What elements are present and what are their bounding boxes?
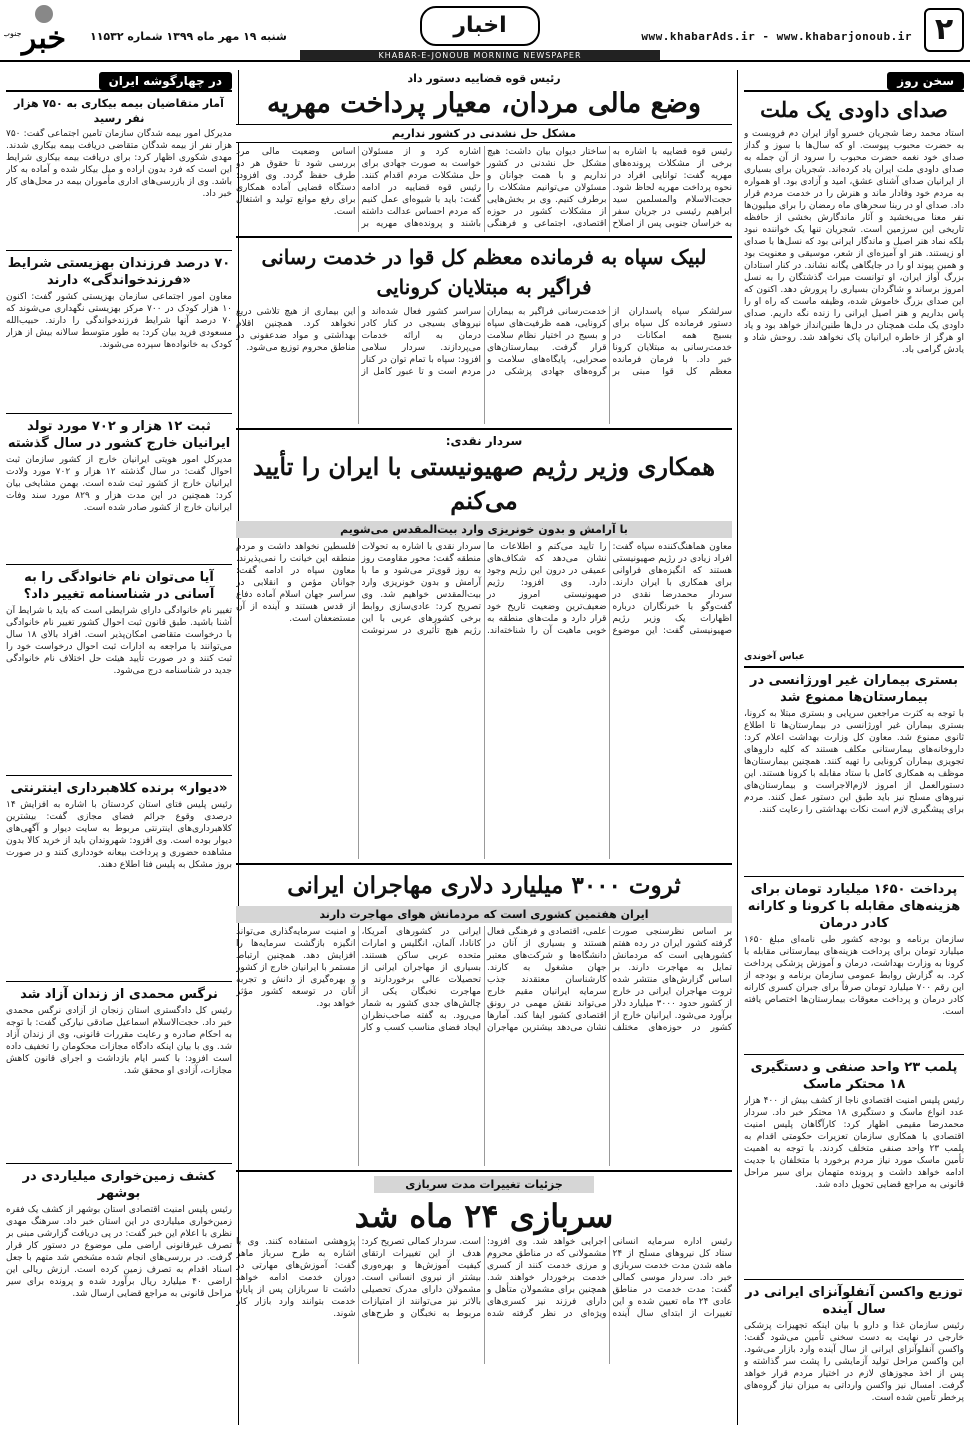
left-story3-body: مدیرکل امور هویتی ایرانیان خارج از کشور سازمان ثبت احوال گفت: در سال گذشته ۱۲ هزار و ۷۰۲ مورد ولادت ایرانیان خارج از کشور ثبت شده است. بهمن مشایخی بیان کرد: همچنین در این مدت هزار و ۸۲۹ مورد سند وفات ایرانیان خارج از کشور صادر شده است.	[6, 455, 232, 513]
editorial-kicker	[744, 70, 964, 92]
story3-body: معاون هماهنگ‌کننده سپاه گفت: افراد زیادی در رژیم صهیونیستی هستند که انگیزه‌های فراوانی برای همکاری با ایران دارند. سردار محمدرضا نقدی در گفت‌وگو با خبرنگاران درباره اظهارات یک وزیر رژیم صهیونیستی گفت: این موضوع را تأیید می‌کنم و اطلاعات ما نشان می‌دهد که شکاف‌های عمیقی در درون این رژیم وجود دارد. وی افزود: رژیم صهیونیستی امروز در ضعیف‌ترین وضعیت تاریخ خود قرار دارد و ملت‌های منطقه به خوبی ماهیت آن را شناخته‌اند. سردار نقدی با اشاره به تحولات منطقه گفت: محور مقاومت روز به روز قوی‌تر می‌شود و ما با آرامش و بدون خونریزی وارد بیت‌المقدس خواهیم شد. وی تصریح کرد: عادی‌سازی روابط برخی کشورهای عربی با این رژیم هیچ تأثیری در سرنوشت فلسطین نخواهد داشت و مردم منطقه این خیانت را نمی‌پذیرند. معاون سپاه در ادامه گفت: جوانان مؤمن و انقلابی در سراسر جهان اسلام آماده دفاع از قدس هستند و آینده از آن مستضعفان است.	[236, 542, 732, 636]
morning-banner: KHABAR-E-JONOUB MORNING NEWSPAPER	[300, 50, 660, 61]
story3-headline[interactable]: همکاری وزیر رژیم صهیونیستی با ایران را تأیید می‌کنم	[252, 452, 716, 515]
story1-body: رئیس قوه قضاییه با اشاره به برخی از مشکلات پرونده‌های مهریه گفت: توانایی افراد در نحوه پرداخت مهریه لحاظ شود. حجت‌الاسلام والمسلمین سید ابراهیم رئیسی در جریان سفر به خراسان جنوبی پس از اصلاح ساختار دیوان بیان داشت: هیچ مشکل حل نشدنی در کشور نداریم و با همت جوانان و مسئولان می‌توانیم مشکلات را برطرف کنیم. وی بر بخش‌هایی از مشکلات کشور در حوزه اقتصادی، اجتماعی و فرهنگی اشاره کرد و از مسئولان خواست به صورت جهادی برای حل مشکلات مردم اقدام کنند. رئیس قوه قضاییه در ادامه گفت: باید با شیوه‌ای عمل کنیم که مردم احساس عدالت داشته باشند و پرونده‌های مهریه بر اساس وضعیت مالی مرد بررسی شود تا حقوق هر دو طرف حفظ گردد. وی افزود: دستگاه قضایی آماده همکاری برای رفع موانع تولید و اشتغال است.	[236, 147, 732, 229]
editorial-title[interactable]: صدای داودی یک ملت	[760, 97, 948, 122]
left-story1-body: مدیرکل امور بیمه شدگان سازمان تامین اجتماعی گفت: ۷۵۰ هزار نفر از بیمه شدگان متقاضی دریافت بیمه بیکاری شدند. مهدی شکوری اظهار کرد: برای دریافت بیمه بیکاری شرایط این است که فرد بدون اراده و میل بیکار شده و آماده به کار باشد. وی از بازرسی‌های اداری مأموران بیمه در محل‌های کار خبر داد.	[6, 129, 232, 199]
column-rule-right	[737, 70, 738, 1425]
story-budget-body: سازمان برنامه و بودجه کشور طی نامه‌ای مبلغ ۱۶۵۰ میلیارد تومان برای پرداخت هزینه‌های بیمارستانی مقابله با کرونا به وزارت بهداشت، درمان و آموزش پزشکی پرداخت کرد. به گزارش روابط عمومی سازمان برنامه و بودجه از این رقم ۷۰۰ میلیارد تومان صرفاً برای جبران کسری کارانه کادر درمان و پرداخت معوقات بیمارستان‌ها اختصاص یافته است.	[744, 935, 964, 1017]
story1-kicker: رئیس قوه قضاییه دستور داد	[407, 72, 561, 85]
story3-subhead: با آرامش و بدون خونریزی وارد بیت‌المقدس می‌شویم	[236, 521, 732, 538]
story5-body: رئیس اداره سرمایه انسانی ستاد کل نیروهای مسلح از ۲۴ ماهه شدن مدت خدمت سربازی خبر داد. سردار موسی کمالی گفت: مدت خدمت در مناطق عادی ۲۴ ماه تعیین شده و این تغییرات از ابتدای سال آینده اجرایی خواهد شد. وی افزود: مشمولانی که در مناطق محروم و مرزی خدمت کنند از کسری خدمت برخوردار خواهند شد. همچنین برای مشمولان متأهل و دارای فرزند نیز کسری‌های ویژه‌ای در نظر گرفته شده است. سردار کمالی تصریح کرد: هدف از این تغییرات ارتقای کیفیت آموزش‌ها و بهره‌وری بیشتر از نیروی انسانی است. مشمولان دارای مدرک تحصیلی بالاتر نیز می‌توانند از امتیازات مربوط به نخبگان و طرح‌های پژوهشی استفاده کنند. وی با اشاره به طرح سرباز ماهر گفت: آموزش‌های مهارتی در دوران خدمت ادامه خواهد داشت تا سربازان پس از پایان خدمت بتوانند وارد بازار کار شوند.	[236, 1237, 732, 1319]
story-budget-title[interactable]: پرداخت ۱۶۵۰ میلیارد تومان برای هزینه‌های مقابله با کرونا و کارانه کادر درمان	[747, 882, 961, 931]
left-story7-title[interactable]: کشف زمین‌خواری میلیاردی در بوشهر	[22, 1169, 216, 1201]
section-title: اخبار	[420, 6, 540, 46]
middle-column	[236, 70, 732, 1425]
site-urls: www.khabarAds.ir - www.khabarjonoub.ir	[641, 30, 912, 43]
right-column	[744, 70, 964, 1425]
editorial-signature: عباس آخوندی	[744, 652, 805, 662]
left-story4-body: تغییر نام خانوادگی دارای شرایطی است که باید با شرایط آن آشنا باشید. طبق قانون ثبت احوال کشور تغییر نام خانوادگی با درخواست متقاضی امکان‌پذیر است. افراد بالای ۱۸ سال می‌توانند با مراجعه به ادارات ثبت احوال درخواست خود را ثبت کنند و در صورت تأیید هیئت حل اختلاف نام خانوادگی جدید در شناسنامه درج می‌شود.	[6, 606, 232, 676]
logo-small-text: جنوب	[4, 29, 22, 38]
story-mask-title[interactable]: پلمب ۲۳ واحد صنفی و دستگیری ۱۸ محتکر ماسک	[750, 1060, 958, 1092]
date-line: شنبه ۱۹ مهر ماه ۱۳۹۹ شماره ۱۱۵۳۲	[90, 30, 287, 43]
logo-text: خبر	[21, 21, 67, 56]
masthead	[0, 0, 970, 62]
left-story1-title[interactable]: آمار متقاضیان بیمه بیکاری به ۷۵۰ هزار نفر رسید	[14, 97, 224, 125]
left-story2-title[interactable]: ۷۰ درصد فرزندان بهزیستی شرایط «فرزندخواندگی» دارند	[7, 256, 231, 288]
left-story3-title[interactable]: ثبت ۱۲ هزار و ۷۰۲ مورد تولد ایرانیان خارج کشور در سال گذشته	[7, 419, 231, 451]
left-story5-title[interactable]: «دیوار» برنده کلاهبرداری اینترنتی	[10, 781, 228, 796]
story5-kicker: جزئیات تغییرات مدت سربازی	[374, 1176, 594, 1193]
story1-headline[interactable]: وضع مالی مردان، معیار پرداخت مهریه	[266, 88, 702, 119]
left-column	[6, 70, 232, 1425]
story4-headline[interactable]: ثروت ۳۰۰۰ میلیارد دلاری مهاجران ایرانی	[287, 872, 681, 899]
story5-headline[interactable]: سربازی ۲۴ ماه شد	[354, 1197, 614, 1235]
story4-subhead: ایران هفتمین کشوری است که مردمانش هوای مهاجرت دارند	[236, 906, 732, 923]
left-story6-title[interactable]: نرگس محمدی از زندان آزاد شد	[20, 987, 218, 1002]
story-hospital-title[interactable]: بستری بیماران غیر اورژانسی در بیمارستان‌ها ممنوع شد	[750, 673, 958, 705]
editorial-kicker-label: سخن روز	[887, 72, 964, 90]
left-story5-body: رئیس پلیس فتای استان کردستان با اشاره به افزایش ۱۴ درصدی وقوع جرائم فضای مجازی گفت: بیشترین کلاهبرداری‌های اینترنتی مربوط به سایت دیوار و آگهی‌های دیوار بوده است. وی افزود: شهروندان باید از خرید کالا بدون مشاهده حضوری و پرداخت بیعانه خودداری کنند و در صورت بروز مشکل به پلیس فتا اطلاع دهند.	[6, 800, 232, 870]
story-vaccine-body: رئیس سازمان غذا و دارو با بیان اینکه تجهیزات پزشکی خارجی در نهایت به دست سخنی تأمین می‌شود گفت: واکسن آنفلوآنزای ایرانی از سال آینده وارد بازار می‌شود. این واکسن مراحل تولید آزمایشی را پشت سر گذاشته و پس از اخذ مجوزهای لازم در اختیار مردم قرار خواهد گرفت. امسال نیز واکسن وارداتی به میزان نیاز گروه‌های پرخطر تأمین شده است.	[744, 1321, 964, 1403]
page-number: ۲	[924, 8, 964, 52]
story1-subhead: مشکل حل نشدنی در کشور نداریم	[236, 124, 732, 143]
story3-kicker: سردار نقدی:	[445, 434, 523, 448]
left-story4-title[interactable]: آیا می‌توان نام خانوادگی را به آسانی در شناسنامه تغییر داد؟	[23, 570, 215, 602]
story2-body: سرلشکر سپاه پاسداران از دستور فرمانده کل سپاه برای بسیج همه امکانات در خدمت‌رسانی به مبتلایان کرونا خبر داد. با فرمان فرمانده معظم کل قوا مبنی بر خدمت‌رسانی فراگیر به بیماران کرونایی، همه ظرفیت‌های سپاه و بسیج در اختیار نظام سلامت قرار گرفت. بیمارستان‌های صحرایی، پایگاه‌های سلامت و گروه‌های جهادی پزشکی در سراسر کشور فعال شده‌اند و نیروهای بسیجی در کنار کادر درمان به ارائه خدمات می‌پردازند. سردار سلامی افزود: سپاه با تمام توان در کنار مردم است و تا عبور کامل از این بیماری از هیچ تلاشی دریغ نخواهد کرد. همچنین اقلام بهداشتی و مواد ضدعفونی در مناطق محروم توزیع می‌شود.	[236, 307, 732, 377]
editorial-body: استاد محمد رضا شجریان خسرو آواز ایران دم فروبست و به حضرت محبوب پیوست. او که سال‌ها با سوز و گداز صدای خود نغمه حضرت محبوب را سرود از آن جمله به صدای داودی ملت ایران یاد کرده‌اند. شجریان برای بسیاری از ایرانیان صدای آشنای عشق، امید و آزادی بود. او همواره به مردم خود وفادار ماند و هنرش را در خدمت مردم قرار داد. صدای او در ربنا سحرهای ماه رمضان را برای میلیون‌ها نفر معنا می‌بخشید و آثار ماندگارش بخشی از حافظه تاریخی این سرزمین است. شجریان تنها یک خواننده نبود بلکه نماد هنر اصیل و ماندگار ایرانی بود که نسل‌ها با صدای او زیستند. هنر او آمیزه‌ای از شعر، موسیقی و معنویت بود و همین پیوند او را در جایگاهی یگانه نشاند. در کنار استادان بزرگ آواز ایران، او توانست میراث گذشتگان را به نسل امروز برساند و شاگردان بسیاری را پرورش دهد. اکنون که این صدای بزرگ خاموش شده، وظیفه ماست که راه او را پاس بداریم و هنر اصیل ایرانی را زنده نگه داریم. صدای داودی یک ملت همچنان در دل‌ها طنین‌انداز خواهد بود و یاد او هرگز از خاطره ایرانیان پاک نخواهد شد. روحش شاد و یادش گرامی باد.	[744, 129, 964, 355]
story-hospital-body: با توجه به کثرت مراجعین سرپایی و بستری مبتلا به کرونا، بستری بیماران غیر اورژانسی در بیمارستان‌ها تا اطلاع ثانوی ممنوع شد. معاون کل وزارت بهداشت اعلام کرد: داروخانه‌های بیمارستانی مکلف هستند که کلیه داروهای تجویزی بیماران کرونایی را تهیه کنند. همچنین بیمارستان‌ها موظف به همکاری کامل با ستاد مقابله با کرونا هستند. این دستورالعمل از امروز لازم‌الاجراست و بیمارستان‌های نیروهای مسلح نیز باید طبق این دستور عمل کنند. مردم برای پیشگیری لازم است نکات بهداشتی را رعایت کنند.	[744, 709, 964, 815]
story-mask-body: رئیس پلیس امنیت اقتصادی ناجا از کشف بیش از ۴۰۰ هزار عدد انواع ماسک و دستگیری ۱۸ محتکر خبر داد. سردار محمدرضا مقیمی اظهار کرد: کارآگاهان پلیس امنیت اقتصادی با همکاری سازمان تعزیرات حکومتی اقدام به پلمب ۲۳ واحد صنفی متخلف کردند. با توجه به اهمیت تأمین ماسک مورد نیاز مردم برخورد با متخلفان با جدیت ادامه خواهد داشت و پرونده متهمان برای سیر مراحل قانونی به مراجع قضایی تحویل داده شد.	[744, 1096, 964, 1190]
left-story6-body: رئیس کل دادگستری استان زنجان از آزادی نرگس محمدی خبر داد. حجت‌الاسلام اسماعیل صادقی نیارکی گفت: با توجه به احکام صادره و رعایت مقررات قانونی، وی از زندان آزاد شد. وی با بیان اینکه دادگاه مجازات محکومان را تخفیف داده است افزود: با کسر ایام بازداشت و اجرای قانون کاهش مجازات، آزادی او محقق شد.	[6, 1006, 232, 1076]
left-story7-body: رئیس پلیس امنیت اقتصادی استان بوشهر از کشف یک فقره زمین‌خواری میلیاردی در این استان خبر داد. سرهنگ مهدی نظری با اعلام این خبر گفت: در پی دریافت گزارشی مبنی بر تصرف غیرقانونی اراضی ملی موضوع در دستور کار قرار گرفت. در بررسی‌های انجام شده مشخص شد متهم با جعل اسناد اقدام به تصرف زمین کرده است. ارزش ریالی این اراضی ۴۰ میلیارد ریال برآورد شده و پرونده برای سیر مراحل قانونی به مراجع قضایی ارسال شد.	[6, 1205, 232, 1299]
story-vaccine-title[interactable]: توزیع واکسن آنفلوآنزای ایرانی در سال آینده	[745, 1285, 963, 1317]
newspaper-logo	[4, 4, 84, 56]
regional-kicker-label: در چهارگوشه ایران	[99, 72, 232, 90]
story2-headline[interactable]: لبیک سپاه به فرمانده معظم کل قوا در خدمت رسانی فراگیر به مبتلایان کرونایی	[261, 245, 707, 299]
left-story2-body: معاون امور اجتماعی سازمان بهزیستی کشور گفت: اکنون ۱۰ هزار کودک در ۷۰۰ مرکز بهزیستی نگهداری می‌شوند که ۷۰ درصد آنها شرایط فرزندخواندگی را دارند. حبیب‌الله مسعودی فرید بیان کرد: به طور متوسط سالانه بیش از هزار کودک به خانواده‌ها سپرده می‌شوند.	[6, 292, 232, 350]
regional-kicker	[6, 70, 232, 92]
story4-body: بر اساس نظرسنجی صورت گرفته کشور ایران در رده هفتم کشورهایی است که مردمانش تمایل به مهاجرت دارند. بر اساس گزارش‌های منتشر شده ثروت مهاجران ایرانی در خارج از کشور حدود ۳۰۰۰ میلیارد دلار برآورد می‌شود. ایرانیان خارج از کشور در حوزه‌های مختلف علمی، اقتصادی و فرهنگی فعال هستند و بسیاری از آنان در دانشگاه‌ها و شرکت‌های معتبر جهان مشغول به کارند. کارشناسان معتقدند جذب سرمایه ایرانیان مقیم خارج می‌تواند نقش مهمی در رونق اقتصادی کشور ایفا کند. آمارها نشان می‌دهد بیشترین مهاجران ایرانی در کشورهای آمریکا، کانادا، آلمان، انگلیس و امارات متحده عربی ساکن هستند. بسیاری از مهاجران ایرانی از تحصیلات عالی برخوردارند و مهاجرت نخبگان یکی از چالش‌های جدی کشور به شمار می‌رود. به گفته صاحب‌نظران ایجاد فضای مناسب کسب و کار و امنیت سرمایه‌گذاری می‌تواند انگیزه بازگشت سرمایه‌ها را افزایش دهد. همچنین ارتباط مستمر با ایرانیان خارج از کشور و بهره‌گیری از دانش و تجربه آنان در توسعه کشور مؤثر خواهد بود.	[236, 927, 732, 1033]
